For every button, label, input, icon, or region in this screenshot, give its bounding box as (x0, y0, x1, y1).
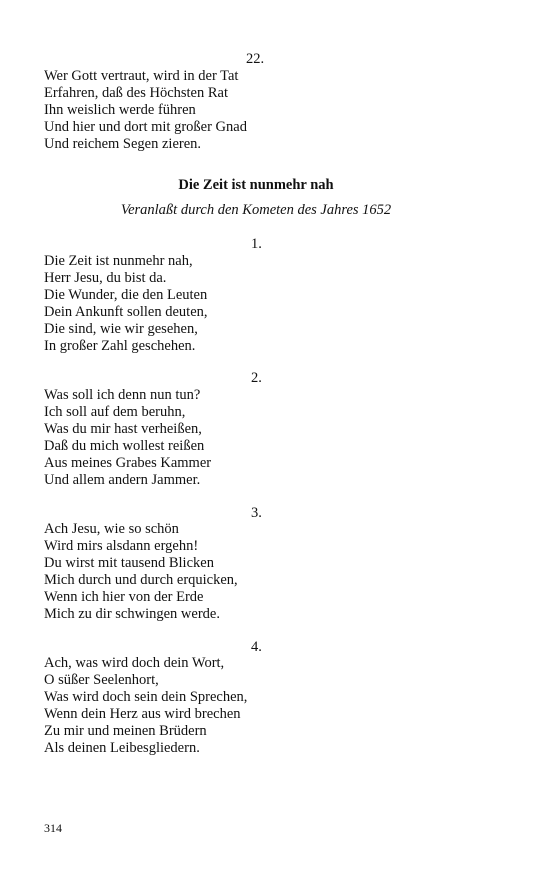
verse-line: Die sind, wie wir gesehen, (44, 321, 198, 337)
stanza-number-2: 2. (251, 370, 262, 386)
verse-line: Was du mir hast verheißen, (44, 421, 202, 437)
verse-line: Du wirst mit tausend Blicken (44, 555, 214, 571)
stanza-22 (44, 68, 504, 153)
poem-subtitle: Veranlaßt durch den Kometen des Jahres 1652 (120, 202, 392, 218)
verse-line: Und reichem Segen zieren. (44, 136, 202, 152)
verse-line: Aus meines Grabes Kammer (44, 455, 212, 471)
stanza-2 (44, 387, 504, 489)
verse-line: Daß du mich wollest reißen (44, 438, 205, 454)
verse-line: Mich durch und durch erquicken, (44, 572, 238, 588)
page-number: 314 (44, 821, 62, 835)
verse-line: Ihn weislich werde führen (44, 102, 196, 118)
stanza-number-1: 1. (251, 236, 262, 252)
stanza-3 (44, 521, 504, 623)
verse-line: Ich soll auf dem beruhn, (44, 404, 186, 420)
stanza-1 (44, 253, 504, 355)
verse-line: Wer Gott vertraut, wird in der Tat (44, 68, 239, 84)
verse-line: Erfahren, daß des Höchsten Rat (44, 85, 229, 101)
verse-line: O süßer Seelenhort, (44, 672, 159, 688)
verse-line: In großer Zahl geschehen. (44, 338, 196, 354)
verse-line: Die Zeit ist nunmehr nah, (44, 253, 193, 269)
verse-line: Die Wunder, die den Leuten (44, 287, 208, 303)
verse-line: Mich zu dir schwingen werde. (44, 606, 220, 622)
verse-line: Wenn dein Herz aus wird brechen (44, 706, 241, 722)
stanza-number-22: 22. (246, 51, 265, 67)
verse-line: Als deinen Leibesgliedern. (44, 740, 200, 756)
verse-line: Herr Jesu, du bist da. (44, 270, 167, 286)
verse-line: Wenn ich hier von der Erde (44, 589, 204, 605)
verse-line: Was soll ich denn nun tun? (44, 387, 201, 403)
verse-line: Was wird doch sein dein Sprechen, (44, 689, 248, 705)
poem-title: Die Zeit ist nunmehr nah (178, 177, 334, 193)
verse-line: Und allem andern Jammer. (44, 472, 201, 488)
stanza-4 (44, 655, 504, 757)
verse-line: Ach, was wird doch dein Wort, (44, 655, 225, 671)
verse-line: Ach Jesu, wie so schön (44, 521, 179, 537)
verse-line: Dein Ankunft sollen deuten, (44, 304, 208, 320)
verse-line: Zu mir und meinen Brüdern (44, 723, 207, 739)
stanza-number-4: 4. (251, 639, 262, 655)
verse-line: Wird mirs alsdann ergehn! (44, 538, 199, 554)
stanza-number-3: 3. (251, 505, 262, 521)
verse-line: Und hier und dort mit großer Gnad (44, 119, 247, 135)
